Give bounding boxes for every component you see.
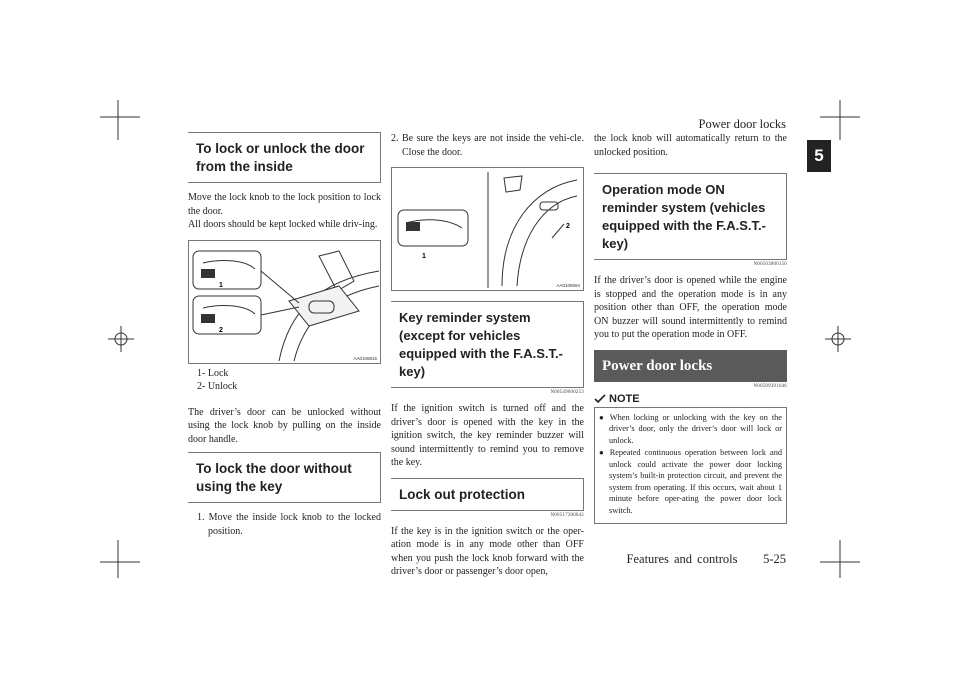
bullet-icon: ●	[599, 448, 606, 457]
column-3	[594, 132, 787, 524]
running-footer	[627, 552, 786, 567]
figure-code: AA0108815	[353, 355, 377, 361]
paragraph: the lock knob will automatically return to the unlocked position.	[594, 133, 787, 158]
figure-label-2: 2	[219, 326, 223, 334]
figure-label-1: 1	[219, 281, 223, 289]
section-code: N00549600253	[550, 390, 584, 395]
step-1: 1. Move the inside lock knob to the locked position.	[197, 512, 381, 537]
section-heading-power-door-locks: Power door locks	[594, 350, 787, 382]
figure-close-door	[391, 167, 584, 291]
lock-knob-illustration	[189, 241, 381, 363]
figure-label-2: 2	[566, 223, 570, 230]
figure-lock-knob	[188, 240, 381, 364]
note-header	[594, 393, 787, 408]
paragraph: The driver’s door can be unlocked without using the lock knob by pulling on the inside door handle.	[188, 406, 381, 445]
paragraph: Move the lock knob to the lock position to lock the door.	[188, 192, 381, 217]
paragraph: If the key is in the ignition switch or the oper-ation mode is in any mode other than OFF when you push the lock knob forward with the driver’s door or passenger’s door open,	[391, 525, 584, 577]
door-illustration	[392, 168, 584, 290]
legend-unlock: 2- Unlock	[197, 381, 238, 392]
paragraph: If the ignition switch is turned off and the driver’s door is opened with the key in the ignition switch, the key reminder buzzer will sound intermittently to remind you to remove the key.	[391, 403, 584, 468]
section-heading-lock-unlock-inside: To lock or unlock the door from the inside	[188, 132, 381, 183]
running-header: Power door locks	[698, 117, 786, 131]
column-2	[391, 132, 584, 579]
section-heading-key-reminder: Key reminder system (except for vehicles equipped with the F.A.S.T.-key)	[391, 301, 584, 388]
checkmark-icon	[594, 394, 606, 404]
section-heading-lock-out-protection: Lock out protection	[391, 478, 584, 511]
note-label: NOTE	[609, 392, 640, 405]
section-heading-lock-without-key: To lock the door without using the key	[188, 452, 381, 503]
section-code: N00517300042	[550, 512, 584, 518]
note-item	[599, 447, 782, 516]
footer-section: Features and controls	[626, 552, 738, 566]
figure-label-1: 1	[422, 253, 426, 260]
section-code: N00509301646	[753, 383, 787, 389]
note-box	[594, 408, 787, 525]
page-number: 5-25	[763, 552, 786, 566]
bullet-icon: ●	[599, 412, 606, 422]
paragraph: If the driver’s door is opened while the engine is stopped and the operation mode is in any position other than OFF, the operation mode ON buzzer will sound intermittently to remind you to put the operation mode in OFF.	[594, 275, 787, 340]
section-heading-operation-mode-reminder: Operation mode ON reminder system (vehicles equipped with the F.A.S.T.-key)	[594, 173, 787, 260]
note-text: Repeated continuous operation between lock and unlock could activate the power door locking system’s built-in protection circuit, and prevent the system from operating. If this occurs, wait about 1 minute before oper-ating the power door lock switch.	[609, 448, 782, 515]
note-item	[599, 412, 782, 447]
step-2: 2. Be sure the keys are not inside the vehi-cle. Close the door.	[391, 133, 584, 158]
figure-code: AA0109594	[556, 283, 580, 288]
column-1	[188, 132, 381, 538]
paragraph: All doors should be kept locked while driv-ing.	[188, 219, 378, 230]
note-text: When locking or unlocking with the key on the driver’s door, only the driver’s door will lock or unlock.	[609, 412, 782, 445]
legend-lock: 1- Lock	[197, 367, 229, 379]
section-code: N00503800150	[753, 262, 787, 267]
chapter-tab: 5	[807, 140, 831, 172]
